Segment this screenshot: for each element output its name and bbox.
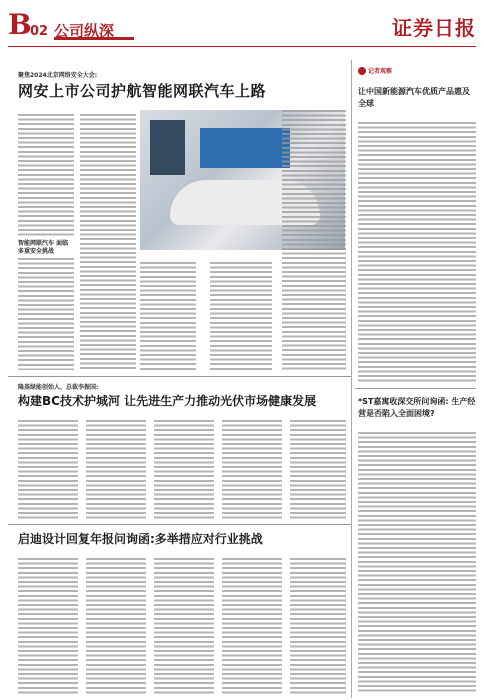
masthead: 证券日报 <box>392 16 476 40</box>
sidebar-body1 <box>358 122 476 384</box>
article1-body-col3 <box>140 262 196 370</box>
sidebar-rule <box>355 388 476 389</box>
article3-body-col2 <box>86 558 146 694</box>
sidebar-title2: *ST嘉寓收深交所问询函: 生产经营是否陷入全面困境? <box>358 397 476 418</box>
article2-body-col5 <box>290 420 346 520</box>
article2-body-col3 <box>154 420 214 520</box>
sidebar-tag-icon <box>358 67 366 75</box>
article2-body-col2 <box>86 420 146 520</box>
article1-body-col5 <box>282 110 346 370</box>
header-rule <box>8 46 476 47</box>
article3-body-col4 <box>222 558 282 694</box>
section-rule-2 <box>8 524 351 525</box>
article1-body-col2 <box>80 114 136 370</box>
article1-kicker: 聚焦2024北京网络安全大会: <box>18 72 98 79</box>
page-header <box>8 10 476 46</box>
article1-body-col1b <box>18 258 74 370</box>
page-number: 02 <box>30 24 49 39</box>
section-letter: B <box>8 8 32 41</box>
article3-body-col3 <box>154 558 214 694</box>
article3-body-col5 <box>290 558 346 694</box>
article1-body-col1 <box>18 114 74 236</box>
section-rule-1 <box>8 376 351 377</box>
sidebar-body2 <box>358 432 476 694</box>
article1-body-col4 <box>210 262 272 370</box>
article2-title: 构建BC技术护城河 让先进生产力推动光伏市场健康发展 <box>18 394 317 408</box>
article2-kicker: 隆基绿能创始人、总裁李振国: <box>18 384 99 391</box>
article3-title: 启迪设计回复年报问询函:多举措应对行业挑战 <box>18 532 263 546</box>
sidebar-title1: 让中国新能源汽车优质产品惠及全球 <box>358 87 470 108</box>
section-name: 公司纵深 <box>54 20 134 40</box>
article1-subhead: 智能网联汽车 面临多重安全挑战 <box>18 240 69 255</box>
sidebar-tag: 记者观察 <box>368 68 393 75</box>
sidebar-divider <box>351 60 352 698</box>
article1-title: 网安上市公司护航智能网联汽车上路 <box>18 82 267 100</box>
article3-body-col1 <box>18 558 78 694</box>
article2-body-col4 <box>222 420 282 520</box>
article2-body-col1 <box>18 420 78 520</box>
